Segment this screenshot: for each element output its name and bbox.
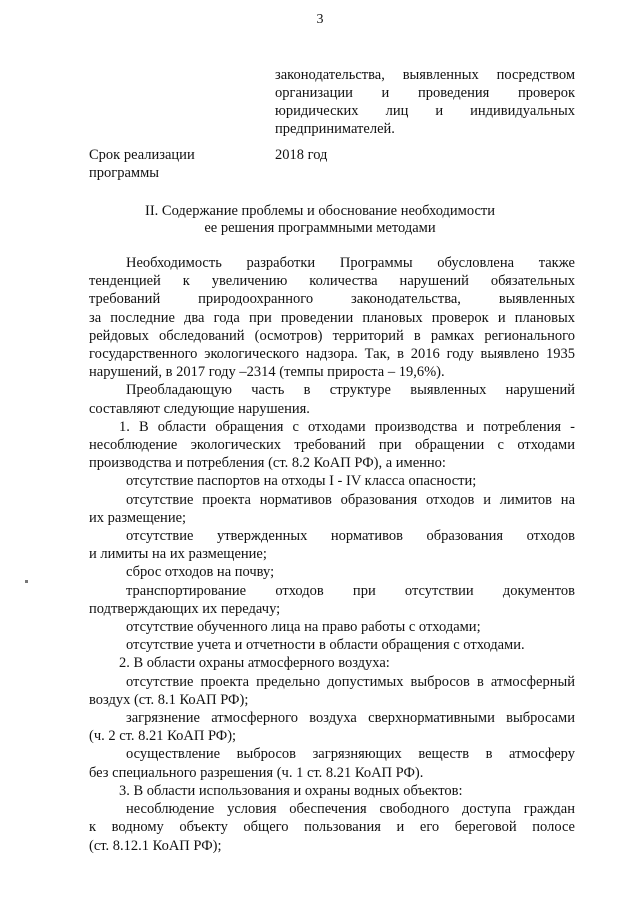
paragraph-line: за последние два года при проведении плановых проверок и плановых <box>89 309 575 326</box>
list-item: транспортирование отходов при отсутствии документов <box>126 582 575 599</box>
list-item: отсутствие учета и отчетности в области обращения с отходами. <box>126 637 525 654</box>
paragraph-line: Преобладающую часть в структуре выявленных нарушений <box>126 382 575 399</box>
list-item-cont: подтверждающих их передачу; <box>89 600 281 617</box>
paragraph-line: тенденцией к увеличению количества нарушений обязательных <box>89 273 575 290</box>
paragraph-line: составляют следующие нарушения. <box>89 400 310 417</box>
table-label-line: программы <box>89 165 159 181</box>
list-item-cont: (ст. 8.12.1 КоАП РФ); <box>89 837 222 854</box>
paragraph-line: несоблюдение экологических требований при обращении с отходами <box>89 437 575 454</box>
list-item: осуществление выбросов загрязняющих веществ в атмосферу <box>126 746 575 763</box>
list-item: загрязнение атмосферного воздуха сверхнормативными выбросами <box>126 710 575 727</box>
list-item-cont: их размещение; <box>89 509 187 526</box>
paragraph-line: требований природоохранного законодательства, выявленных <box>89 291 575 308</box>
paragraph-line: Необходимость разработки Программы обусловлена также <box>126 255 575 271</box>
list-item: отсутствие проекта нормативов образования отходов и лимитов на <box>126 491 575 508</box>
list-item-cont: без специального разрешения (ч. 1 ст. 8.21 КоАП РФ). <box>89 764 424 781</box>
list-item-cont: и лимиты на их размещение; <box>89 546 267 563</box>
list-item: отсутствие утвержденных нормативов образования отходов <box>126 528 575 545</box>
table-text-line: предпринимателей. <box>275 121 395 137</box>
table-label-term <box>89 146 249 182</box>
table-text-line: организации и проведения проверок <box>275 85 575 101</box>
page-number: 3 <box>316 12 324 27</box>
table-text-line: законодательства, выявленных посредством <box>275 67 575 83</box>
paragraph-line: рейдовых обследований (осмотров) территорий в рамках регионального <box>89 327 575 344</box>
list-item-cont: воздух (ст. 8.1 КоАП РФ); <box>89 691 249 708</box>
list-item-cont: к водному объекту общего пользования и его береговой полосе <box>89 819 575 836</box>
table-cell-description <box>275 66 575 138</box>
list-item: несоблюдение условия обеспечения свободного доступа граждан <box>126 801 575 818</box>
section-heading <box>0 203 640 237</box>
paragraph-line: 2. В области охраны атмосферного воздуха: <box>119 655 390 672</box>
list-item-cont: (ч. 2 ст. 8.21 КоАП РФ); <box>89 728 237 745</box>
scan-mark <box>25 580 28 583</box>
table-label-line: Срок реализации <box>89 147 195 163</box>
list-item: сброс отходов на почву; <box>126 564 275 581</box>
heading-line: ее решения программными методами <box>204 220 436 236</box>
list-item: отсутствие паспортов на отходы I - IV класса опасности; <box>126 473 477 490</box>
paragraph-line: 1. В области обращения с отходами производства и потребления - <box>119 418 575 435</box>
heading-line: II. Содержание проблемы и обоснование необходимости <box>145 203 495 219</box>
paragraph-line: нарушений, в 2017 году –2314 (темпы прироста – 19,6%). <box>89 364 445 381</box>
paragraph-line: государственного экологического надзора. Так, в 2016 году выявлено 1935 <box>89 346 575 363</box>
list-item: отсутствие обученного лица на право работы с отходами; <box>126 619 481 636</box>
body-text <box>89 254 575 855</box>
paragraph-line: 3. В области использования и охраны водных объектов: <box>119 782 463 799</box>
paragraph-line: производства и потребления (ст. 8.2 КоАП РФ), а именно: <box>89 455 446 472</box>
table-text-line: юридических лиц и индивидуальных <box>275 103 575 119</box>
list-item: отсутствие проекта предельно допустимых выбросов в атмосферный <box>126 673 575 690</box>
table-value-term: 2018 год <box>275 147 328 163</box>
